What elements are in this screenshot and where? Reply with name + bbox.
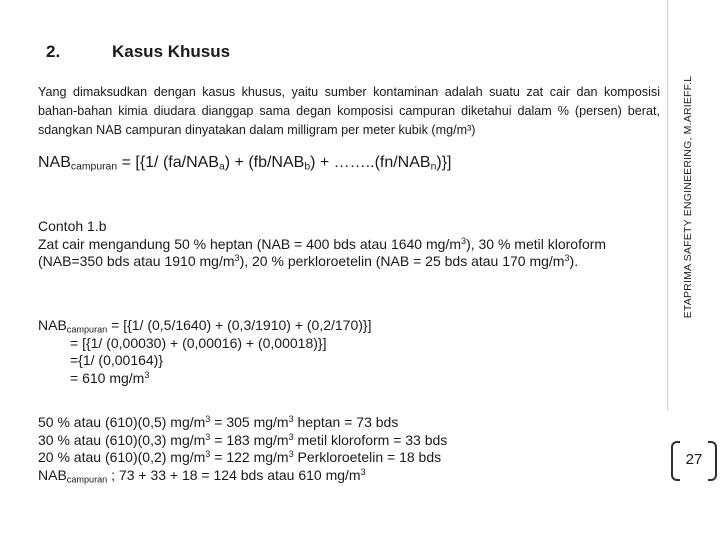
- formula-lhs: NAB: [38, 154, 71, 171]
- formula-part-4: )}]: [436, 154, 452, 171]
- section-title: Kasus Khusus: [112, 42, 231, 61]
- sidebar-divider: [667, 0, 668, 410]
- example-text: Zat cair mengandung 50 % heptan (NAB = 400 bds atau 1640 $mg/m^3$), 30 % metil kloroform (NAB=350 bds atau 1910 $mg/m^3$), 20 % perkloroetelin (NAB = 25 bds atau 170 $mg/m^3$).: [38, 235, 607, 269]
- calc-line-2: = [{1/ (0,00030) + (0,00016) + (0,00018)}]: [70, 334, 327, 351]
- sidebar-credit: [680, 14, 696, 380]
- page-number-box: [671, 441, 717, 481]
- section-number: 2.: [46, 42, 61, 61]
- nab-formula: [38, 154, 451, 172]
- formula-part-3: ) + ……..(fn/NAB: [310, 154, 431, 171]
- sidebar-credit-text: ETAPRIMA SAFETY ENGINEERING, M.ARIEFF.L: [682, 75, 694, 319]
- formula-sub-a: a: [218, 161, 225, 173]
- example-block: [38, 218, 638, 271]
- result-line-perkloroetelin: 20 % atau (610)(0,2) $mg/m^3 = 122$ $mg/m^3$ Perkloroetelin = 18 bds: [38, 449, 442, 465]
- result-line-heptan: 50 % atau (610)(0,5) $mg/m^3 = 305$ $mg/m^3$ heptan = 73 bds: [38, 414, 399, 430]
- calc-line-1: $NAB_{campuran} = [\{1/$ (0,5/1640) + (0,3/1910) + (0,2/170)}]: [38, 317, 372, 335]
- calc-line-3: ={1/ (0,00164)}: [70, 352, 164, 368]
- formula-part-2: ) + (fb/NAB: [224, 154, 305, 171]
- formula-part-1: = [{1/ (fa/NAB: [121, 154, 219, 171]
- example-title: Contoh 1.b: [38, 218, 107, 234]
- intro-text: Yang dimaksudkan dengan kasus khusus, yaitu sumber kontaminan adalah suatu zat cair dan komposisi bahan-bahan kimia diudara dianggap sama degan komposisi campuran diketahui dalam % (persen) berat, sdangkan NAB campuran dinyatakan dalam milligram per meter kubik (mg/m³): [38, 85, 660, 137]
- page-number: 27: [685, 451, 703, 468]
- result-line-metil-kloroform: 30 % atau (610)(0,3) $mg/m^3 = 183$ $mg/m^3$ metil kloroform = 33 bds: [38, 431, 448, 448]
- result-line-total: $NAB_{campuran}$ ; 73 + 33 + 18 = 124 bds atau 610 $mg/m^3$: [38, 466, 366, 484]
- intro-paragraph: [38, 83, 660, 140]
- calc-line-4: = 610 $mg/m^3$: [70, 369, 150, 386]
- formula-lhs-sub: campuran: [70, 161, 118, 173]
- formula-sub-b: b: [304, 161, 311, 173]
- calculation-block: [38, 317, 372, 387]
- result-block: [38, 414, 447, 484]
- formula-sub-n: n: [430, 161, 437, 173]
